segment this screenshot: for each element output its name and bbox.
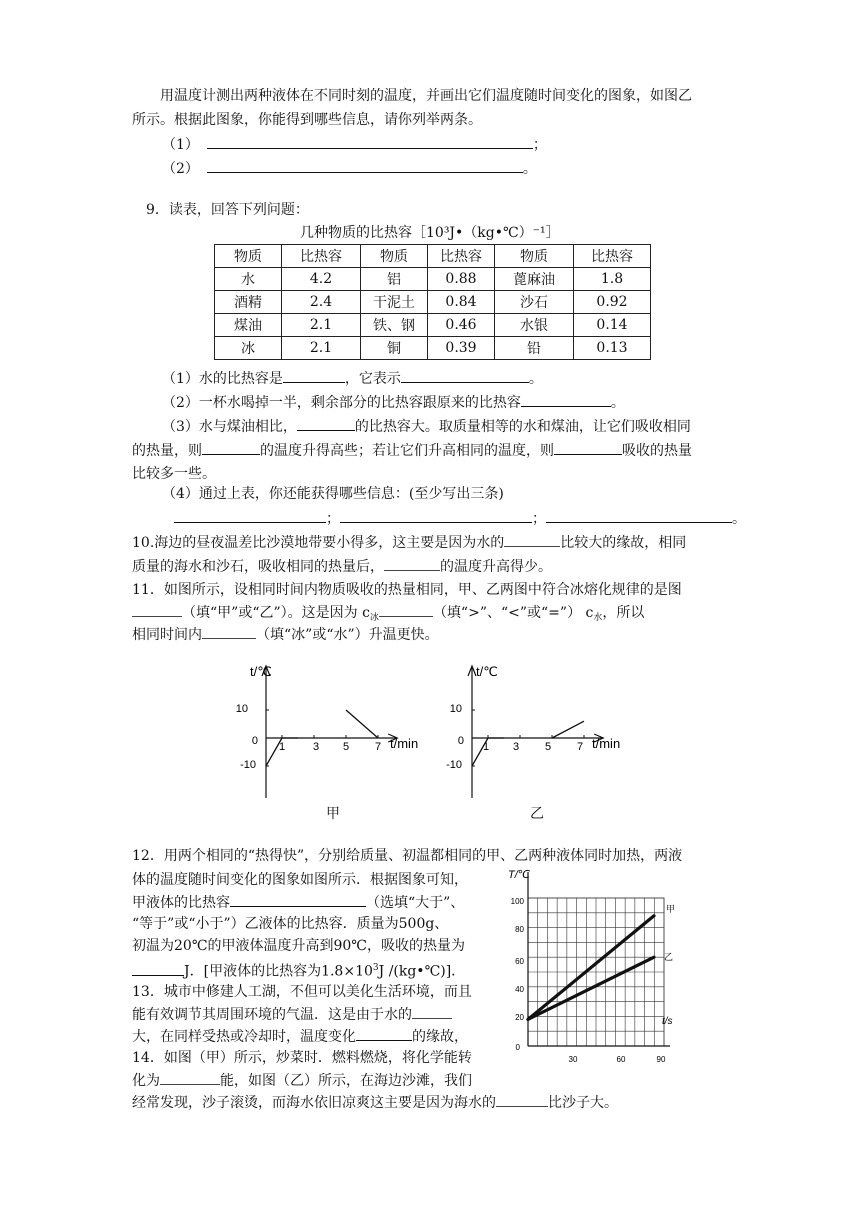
- table-cell: 2.1: [282, 314, 361, 337]
- table-cell: 沙石: [495, 291, 574, 314]
- graph-caption-a: 甲: [326, 806, 340, 822]
- series-label: 乙: [664, 952, 674, 962]
- answer-blank[interactable]: [202, 624, 256, 639]
- table-header: 物质: [495, 245, 574, 268]
- answer-blank[interactable]: [207, 158, 523, 173]
- y-axis-label: T/℃: [508, 869, 531, 881]
- table-cell: 0.84: [428, 291, 495, 314]
- q9-sub-2: （2）一杯水喝掉一半，剩余部分的比热容跟原来的比热容 。: [162, 392, 625, 413]
- table-cell: 水: [215, 268, 282, 291]
- answer-blank[interactable]: [340, 508, 532, 523]
- ice-melting-graph-b: [436, 656, 636, 806]
- ice-melting-graph-a: [230, 656, 430, 806]
- liquid-heating-chart: [500, 864, 680, 1070]
- data-segment: [552, 721, 584, 738]
- q11-line-3: 相同时间内 （填“冰”或“水”）升温更快。: [132, 624, 439, 645]
- x-tick-label: 7: [576, 741, 584, 753]
- q9-sub-1: （1）水的比热容是 ，它表示 。: [162, 368, 543, 389]
- answer-blank[interactable]: [283, 368, 345, 383]
- table-row: [215, 291, 651, 314]
- q9-sub-4-answers: ； ； 。: [174, 508, 746, 529]
- answer-blank[interactable]: [379, 602, 433, 617]
- q9-sub-3-line-3: 比较多一些。: [132, 466, 216, 482]
- q13-line-2: 能有效调节其周围环境的气温．这是由于水的: [132, 1004, 452, 1025]
- q14-line-1: 14．如图（甲）所示，炒菜时．燃料燃烧，将化学能转: [132, 1050, 472, 1066]
- intro-line-1: 用温度计测出两种液体在不同时刻的温度，并画出它们温度随时间变化的图象，如图乙: [160, 88, 692, 104]
- y-tick-label: 0: [515, 1043, 520, 1052]
- answer-blank[interactable]: [546, 508, 732, 523]
- answer-blank[interactable]: [521, 392, 611, 407]
- q14-line-3: 经常发现，沙子滚烫，而海水依旧凉爽这主要是因为海水的 比沙子大。: [132, 1092, 618, 1113]
- q11-line-1: 11．如图所示，设相同时间内物质吸收的热量相同，甲、乙两图中符合冰熔化规律的是图: [132, 582, 682, 598]
- table-cell: 铝: [361, 268, 428, 291]
- q9-sub-4: （4）通过上表，你还能获得哪些信息：(至少写出三条): [162, 486, 504, 502]
- q10-line-1: 10.海边的昼夜温差比沙漠地带要小得多，这主要是因为水的 比较大的缘故，相同: [132, 532, 686, 553]
- table-cell: 干泥土: [361, 291, 428, 314]
- table-cell: 0.14: [574, 314, 651, 337]
- y-axis-label: t/℃: [250, 664, 272, 679]
- y-tick-label: 100: [510, 897, 524, 906]
- x-axis-label: t/min: [390, 736, 419, 751]
- intro-item-2: （2） 。: [162, 158, 537, 179]
- specific-heat-table: [214, 244, 651, 360]
- x-tick-label: 3: [312, 741, 320, 753]
- table-cell: 0.88: [428, 268, 495, 291]
- answer-blank[interactable]: [496, 1092, 548, 1107]
- table-cell: 4.2: [282, 268, 361, 291]
- answer-blank[interactable]: [132, 961, 184, 976]
- intro-line-2: 所示。根据此图象，你能得到哪些信息，请你列举两条。: [132, 112, 482, 128]
- y-tick-label: 10: [449, 703, 462, 715]
- series-label: 甲: [666, 904, 676, 914]
- table-header: 比热容: [574, 245, 651, 268]
- table-cell: 0.46: [428, 314, 495, 337]
- y-tick-label: 40: [515, 985, 524, 994]
- table-header: 物质: [361, 245, 428, 268]
- answer-blank[interactable]: [384, 556, 440, 571]
- answer-blank[interactable]: [504, 532, 560, 547]
- table-title: 几种物质的比热容［10³J•（kg•℃）⁻¹］: [300, 225, 560, 241]
- answer-blank[interactable]: [160, 1070, 220, 1085]
- answer-blank[interactable]: [207, 134, 533, 149]
- y-tick-label: -10: [240, 759, 256, 771]
- x-tick-label: 7: [374, 741, 382, 753]
- x-axis-label: t/min: [592, 736, 621, 751]
- table-row: [215, 337, 651, 360]
- table-cell: 蓖麻油: [495, 268, 574, 291]
- x-tick-label: 90: [656, 1055, 666, 1064]
- table-cell: 0.13: [574, 337, 651, 360]
- table-cell: 铜: [361, 337, 428, 360]
- q12-line-2: 体的温度随时间变化的图象如图所示．根据图象可知，: [132, 872, 468, 888]
- x-tick-label: 1: [278, 741, 286, 753]
- y-tick-label: 80: [515, 925, 524, 934]
- table-cell: 2.1: [282, 337, 361, 360]
- table-cell: 2.4: [282, 291, 361, 314]
- x-tick-label: 1: [482, 741, 490, 753]
- q13-line-1: 13．城市中修建人工湖，不但可以美化生活环境，而且: [132, 984, 472, 1000]
- y-tick-label: 10: [235, 703, 248, 715]
- y-axis-label: t/℃: [476, 664, 498, 679]
- q9-sub-3-line-1: （3）水与煤油相比， 的比热容大。取质量相等的水和煤油，让它们吸收相同: [162, 416, 691, 437]
- x-tick-label: 30: [568, 1055, 578, 1064]
- answer-blank[interactable]: [202, 440, 260, 455]
- intro-item-1: （1） ；: [162, 134, 547, 155]
- table-cell: 煤油: [215, 314, 282, 337]
- x-tick-label: 5: [544, 741, 552, 753]
- table-cell: 冰: [215, 337, 282, 360]
- q12-line-5: 初温为20℃的甲液体温度升高到90℃，吸收的热量为: [132, 938, 465, 954]
- graph-caption-b: 乙: [530, 806, 544, 822]
- y-tick-label: -10: [446, 759, 462, 771]
- table-header: 比热容: [282, 245, 361, 268]
- x-tick-label: 5: [342, 741, 350, 753]
- q10-line-2: 质量的海水和沙石，吸收相同的热量后， 的温度升高得少。: [132, 556, 552, 577]
- table-cell: 0.92: [574, 291, 651, 314]
- data-segment: [346, 710, 378, 738]
- answer-blank[interactable]: [132, 602, 182, 617]
- y-tick-label: 0: [457, 735, 464, 747]
- q12-line-1: 12．用两个相同的“热得快”，分别给质量、初温都相同的甲、乙两种液体同时加热，两液: [132, 848, 683, 864]
- q12-line-3: 甲液体的比热容 （选填“大于”、: [132, 892, 464, 913]
- x-tick-label: 60: [616, 1055, 626, 1064]
- answer-blank[interactable]: [412, 1004, 452, 1019]
- answer-blank[interactable]: [297, 416, 355, 431]
- table-cell: 水银: [495, 314, 574, 337]
- answer-blank[interactable]: [356, 1026, 412, 1041]
- y-tick-label: 20: [515, 1013, 524, 1022]
- answer-blank[interactable]: [401, 368, 529, 383]
- q12-line-4: “等于”或“小于”）乙液体的比热容．质量为500g、: [132, 916, 449, 932]
- table-header: 物质: [215, 245, 282, 268]
- q9-sub-3-line-2: 的热量，则 的温度升得高些；若让它们升高相同的温度，则 吸收的热量: [132, 440, 692, 461]
- x-tick-label: 3: [512, 741, 520, 753]
- q9-heading: 9．读表，回答下列问题：: [146, 202, 309, 218]
- answer-blank[interactable]: [230, 892, 366, 907]
- q12-line-6: J．[甲液体的比热容为$1.8\times 10^3J$ /(kg•℃)]．: [132, 958, 465, 982]
- table-cell: 铁、钢: [361, 314, 428, 337]
- q11-line-2: （填“甲”或“乙”）。这是因为 $c_冰$ （填“>”、“<”或“=”） $c_水$，所以: [132, 602, 644, 628]
- table-header-row: [215, 245, 651, 268]
- y-tick-label: 60: [515, 957, 524, 966]
- table-row: [215, 314, 651, 337]
- answer-blank[interactable]: [554, 440, 622, 455]
- table-header: 比热容: [428, 245, 495, 268]
- table-cell: 酒精: [215, 291, 282, 314]
- y-tick-label: 0: [251, 735, 258, 747]
- table-cell: 1.8: [574, 268, 651, 291]
- answer-blank[interactable]: [174, 508, 326, 523]
- table-row: [215, 268, 651, 291]
- q14-line-2: 化为 能，如图（乙）所示，在海边沙滩，我们: [132, 1070, 472, 1091]
- x-axis-label: t/s: [662, 1016, 673, 1027]
- table-cell: 铅: [495, 337, 574, 360]
- table-cell: 0.39: [428, 337, 495, 360]
- q13-line-3: 大，在同样受热或冷却时，温度变化 的缘故，: [132, 1026, 468, 1047]
